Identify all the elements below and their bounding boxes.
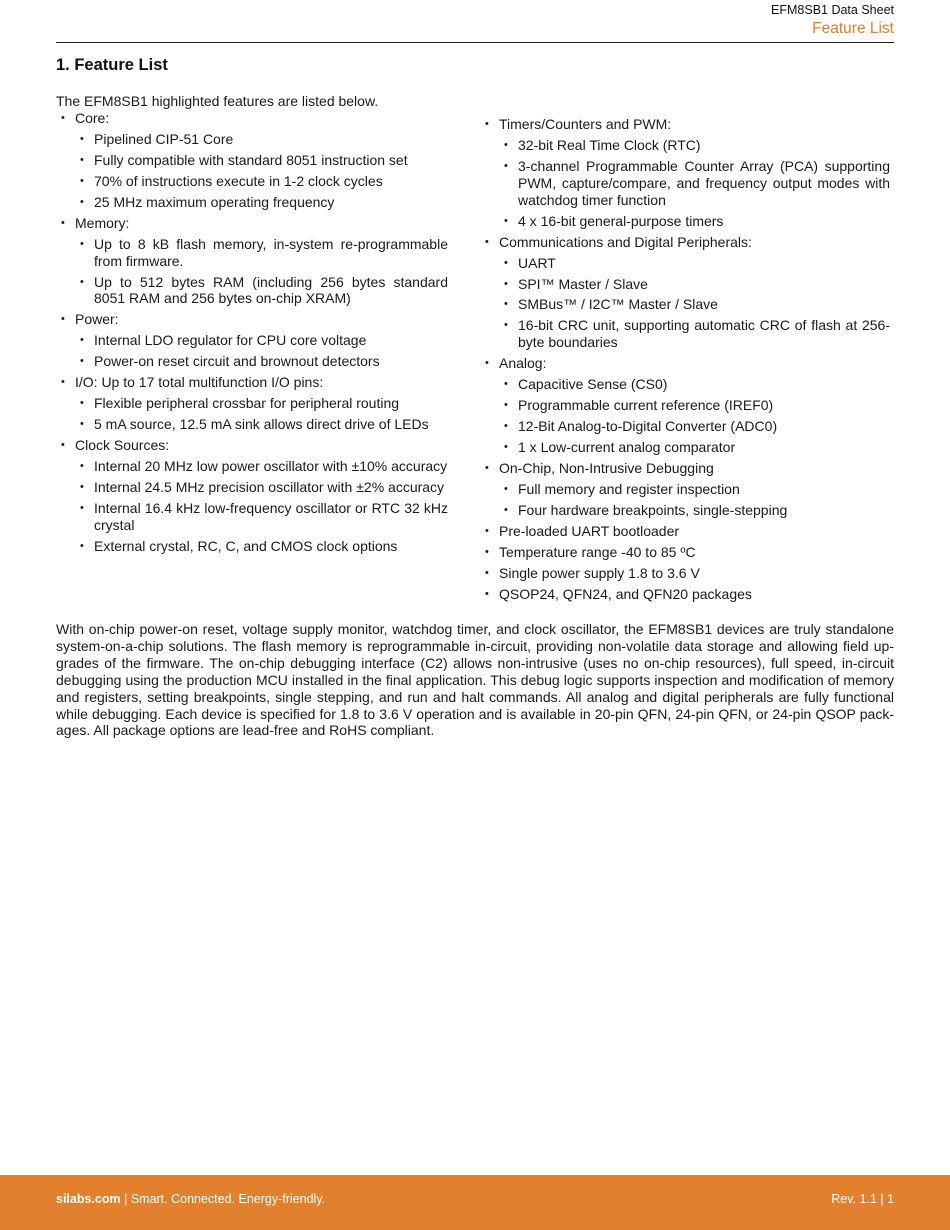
feature-group xyxy=(480,523,890,540)
feature-group-label: Analog: xyxy=(499,355,547,372)
footer-tagline: | Smart. Connected. Energy-friendly. xyxy=(120,1192,326,1206)
feature-group-label: Pre-loaded UART bootloader xyxy=(499,523,680,540)
feature-column-left xyxy=(56,110,448,559)
feature-item: • Internal 24.5 MHz precision oscillator with ±2% accuracy xyxy=(56,479,448,496)
feature-item: • SMBus™ / I2C™ Master / Slave xyxy=(480,296,890,313)
feature-item: • Power-on reset circuit and brownout detectors xyxy=(56,353,448,370)
page-header xyxy=(771,3,894,38)
feature-item: • Up to 512 bytes RAM (including 256 bytes standard 8051 RAM and 256 bytes on-chip XRAM) xyxy=(56,274,448,308)
feature-group xyxy=(56,215,448,307)
feature-item: • Four hardware breakpoints, single-stepping xyxy=(480,502,890,519)
feature-item: • SPI™ Master / Slave xyxy=(480,276,890,293)
feature-group xyxy=(480,565,890,582)
feature-group-label: Communications and Digital Peripherals: xyxy=(499,233,752,250)
feature-group xyxy=(56,110,448,211)
feature-group-label: Temperature range -40 to 85 ºC xyxy=(499,544,696,561)
feature-group xyxy=(480,355,890,456)
feature-item: • Flexible peripheral crossbar for peripheral routing xyxy=(56,395,448,412)
intro-text: The EFM8SB1 highlighted features are listed below. xyxy=(56,93,379,109)
feature-sublist xyxy=(499,137,890,229)
header-divider xyxy=(56,42,894,43)
feature-sublist xyxy=(499,481,890,519)
feature-group xyxy=(480,116,890,229)
feature-group xyxy=(56,311,448,370)
feature-item: • Capacitive Sense (CS0) xyxy=(480,376,890,393)
feature-list-right xyxy=(480,116,890,603)
feature-group xyxy=(480,234,890,352)
feature-item: • 4 x 16-bit general-purpose timers xyxy=(480,213,890,230)
footer-revision: Rev. 1.1 | 1 xyxy=(831,1192,894,1206)
feature-item: • 32-bit Real Time Clock (RTC) xyxy=(480,137,890,154)
feature-item: • UART xyxy=(480,255,890,272)
feature-column-right xyxy=(480,116,890,607)
feature-group xyxy=(480,460,890,519)
feature-sublist xyxy=(75,395,448,433)
feature-sublist xyxy=(75,131,448,211)
feature-group-label: Memory: xyxy=(75,214,130,231)
feature-item: • Internal 16.4 kHz low-frequency oscillator or RTC 32 kHz crystal xyxy=(56,500,448,534)
feature-group-label: On-Chip, Non-Intrusive Debugging xyxy=(499,460,714,477)
footer-left xyxy=(56,1192,325,1206)
feature-item: • 70% of instructions execute in 1-2 clock cycles xyxy=(56,173,448,190)
feature-group-label: QSOP24, QFN24, and QFN20 packages xyxy=(499,586,752,603)
page-footer xyxy=(0,1175,950,1230)
feature-item: • Fully compatible with standard 8051 instruction set xyxy=(56,152,448,169)
page-title: 1. Feature List xyxy=(56,56,168,74)
feature-group-label: Timers/Counters and PWM: xyxy=(499,116,672,132)
feature-group-label: Power: xyxy=(75,311,119,328)
doc-title: EFM8SB1 Data Sheet xyxy=(771,3,894,17)
feature-item: • Internal LDO regulator for CPU core voltage xyxy=(56,332,448,349)
feature-sublist xyxy=(75,458,448,555)
feature-group xyxy=(480,586,890,603)
feature-group-label: Core: xyxy=(75,110,110,126)
feature-group xyxy=(480,544,890,561)
feature-item: • 5 mA source, 12.5 mA sink allows direct drive of LEDs xyxy=(56,416,448,433)
feature-group-label: I/O: Up to 17 total multifunction I/O pins: xyxy=(75,374,324,391)
feature-item: • Programmable current reference (IREF0) xyxy=(480,397,890,414)
feature-item: • 12-Bit Analog-to-Digital Converter (ADC0) xyxy=(480,418,890,435)
feature-item: • Up to 8 kB flash memory, in-system re-programmable from firmware. xyxy=(56,236,448,270)
feature-list-left xyxy=(56,110,448,555)
feature-item: • Pipelined CIP-51 Core xyxy=(56,131,448,148)
feature-item: • 3-channel Programmable Counter Array (PCA) supporting PWM, capture/compare, and frequency output modes with watchdog timer function xyxy=(480,158,890,208)
feature-item: • 1 x Low-current analog comparator xyxy=(480,439,890,456)
feature-sublist xyxy=(499,255,890,352)
header-section-title: Feature List xyxy=(812,20,894,37)
feature-item: • External crystal, RC, C, and CMOS clock options xyxy=(56,538,448,555)
feature-group-label: Clock Sources: xyxy=(75,437,170,454)
description-paragraph: With on-chip power-on reset, voltage supply monitor, watchdog timer, and clock oscillator, the EFM8SB1 devices are truly standalone system-on-a-chip solutions. The flash memory is reprogrammable in-circuit, providing non-volatile data storage and allowing field upgrades of the firmware. The on-chip debugging interface (C2) allows non-intrusive (uses no on-chip resources), full speed, in-circuit debugging using the production MCU installed in the final application. This debug logic supports inspection and modification of memory and registers, setting breakpoints, single stepping, and run and halt commands. All analog and digital peripherals are fully functional while debugging. Each device is specified for 1.8 to 3.6 V operation and is available in 20-pin QFN, 24-pin QFN, or 24-pin QSOP packages. All package options are lead-free and RoHS compliant. xyxy=(56,621,894,739)
feature-item: • Internal 20 MHz low power oscillator with ±10% accuracy xyxy=(56,458,448,475)
feature-item: • 25 MHz maximum operating frequency xyxy=(56,194,448,211)
feature-group xyxy=(56,437,448,555)
feature-sublist xyxy=(499,376,890,456)
feature-group-label: Single power supply 1.8 to 3.6 V xyxy=(499,565,700,582)
feature-item: • 16-bit CRC unit, supporting automatic CRC of flash at 256-byte boundaries xyxy=(480,317,890,351)
footer-site-link[interactable]: silabs.com xyxy=(56,1192,121,1206)
feature-sublist xyxy=(75,332,448,370)
feature-item: • Full memory and register inspection xyxy=(480,481,890,498)
feature-sublist xyxy=(75,236,448,307)
feature-group xyxy=(56,374,448,433)
